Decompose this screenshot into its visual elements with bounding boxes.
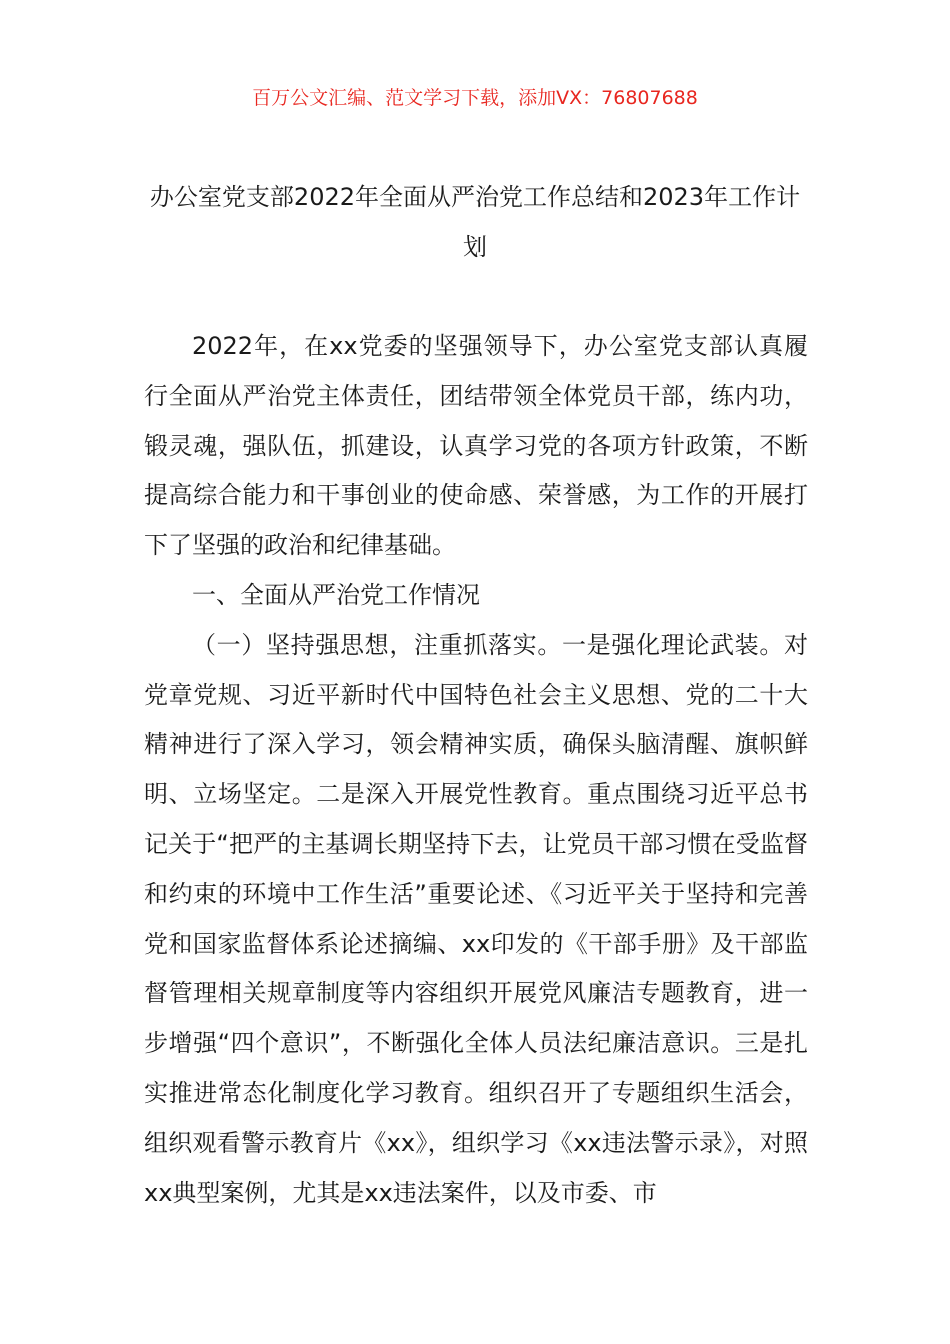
- paragraph-intro: 2022年，在xx党委的坚强领导下，办公室党支部认真履行全面从严治党主体责任，团结带领全体党员干部，练内功，锻灵魂，强队伍，抓建设，认真学习党的各项方针政策，不断提高综合能力和干事创业的使命感、荣誉感，为工作的开展打下了坚强的政治和纪律基础。: [144, 332, 808, 560]
- paragraph-section-1: （一）坚持强思想，注重抓落实。一是强化理论武装。对党章党规、习近平新时代中国特色社会主义思想、党的二十大精神进行了深入学习，领会精神实质，确保头脑清醒、旗帜鲜明、立场坚定。二是深入开展党性教育。重点围绕习近平总书记关于“把严的主基调长期坚持下去，让党员干部习惯在受监督和约束的环境中工作生活”重要论述、《习近平关于坚持和完善党和国家监督体系论述摘编、xx印发的《干部手册》及干部监督管理相关规章制度等内容组织开展党风廉洁专题教育，进一步增强“四个意识”，不断强化全体人员法纪廉洁意识。三是扎实推进常态化制度化学习教育。组织召开了专题组织生活会，组织观看警示教育片《xx》，组织学习《xx违法警示录》，对照xx典型案例，尤其是xx违法案件，以及市委、市: [144, 630, 808, 1207]
- document-title: 办公室党支部2022年全面从严治党工作总结和2023年工作计划: [149, 183, 801, 261]
- document-body: [144, 322, 808, 1218]
- section-heading: 一、全面从严治党工作情况: [192, 580, 480, 609]
- watermark-banner: 百万公文汇编、范文学习下载，添加VX：76807688: [252, 87, 698, 109]
